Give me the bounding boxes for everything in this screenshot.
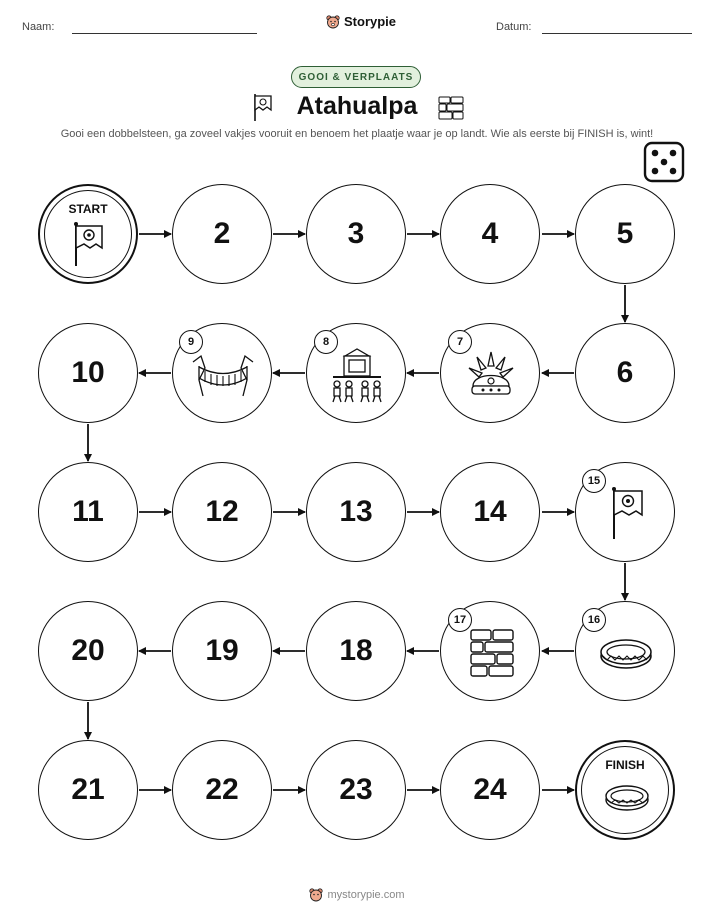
brand-name: Storypie — [344, 14, 397, 29]
cell-number: 10 — [71, 356, 105, 389]
cell-number-badge: 7 — [448, 330, 472, 354]
board-cell-4[interactable] — [440, 184, 540, 284]
cell-number: 23 — [339, 773, 373, 806]
board-cell-14[interactable] — [440, 462, 540, 562]
board-cell-6[interactable] — [575, 323, 675, 423]
board-cell-21[interactable] — [38, 740, 138, 840]
finish-label: FINISH — [605, 758, 645, 772]
board-cell-start[interactable] — [38, 184, 138, 284]
cell-number: 2 — [213, 217, 231, 250]
bear-mascot-icon — [309, 888, 323, 902]
cell-number: 22 — [205, 773, 239, 806]
cell-number: 18 — [339, 634, 373, 667]
board-cell-19[interactable] — [172, 601, 272, 701]
cell-number-badge: 16 — [582, 608, 606, 632]
board-cell-22[interactable] — [172, 740, 272, 840]
board-cell-11[interactable] — [38, 462, 138, 562]
footer — [0, 888, 714, 902]
cell-number: 24 — [473, 773, 507, 806]
board-cell-10[interactable] — [38, 323, 138, 423]
cell-number-badge: 9 — [179, 330, 203, 354]
board-cell-23[interactable] — [306, 740, 406, 840]
start-label: START — [68, 202, 108, 216]
rope-bridge-icon — [191, 350, 255, 400]
board-cell-2[interactable] — [172, 184, 272, 284]
board-cell-24[interactable] — [440, 740, 540, 840]
cell-number: 14 — [473, 495, 507, 528]
gold-bracelet-icon — [603, 782, 651, 814]
cell-number: 21 — [71, 773, 105, 806]
instructions: Gooi een dobbelsteen, ga zoveel vakjes vooruit en benoem het plaatje waar je op landt. Wie als eerste bij FINISH is, wint! — [60, 128, 654, 140]
cell-number: 12 — [205, 495, 239, 528]
board-cell-20[interactable] — [38, 601, 138, 701]
cell-number: 5 — [616, 217, 634, 250]
board-cell-18[interactable] — [306, 601, 406, 701]
cell-number-badge: 8 — [314, 330, 338, 354]
banner-flag-icon — [608, 485, 646, 541]
board-cell-5[interactable] — [575, 184, 675, 284]
cell-number: 13 — [339, 495, 373, 528]
banner-flag-icon — [70, 220, 106, 268]
board-cell-12[interactable] — [172, 462, 272, 562]
name-label: Naam: — [22, 21, 55, 33]
cell-number: 20 — [71, 634, 105, 667]
stone-wall-icon — [469, 628, 515, 678]
footer-site[interactable]: mystorypie.com — [327, 889, 405, 901]
litter-carriers-icon — [327, 346, 387, 404]
game-type-badge: GOOI & VERPLAATS — [291, 66, 421, 88]
cell-number: 6 — [616, 356, 634, 389]
cell-number: 19 — [205, 634, 239, 667]
board-cell-13[interactable] — [306, 462, 406, 562]
page-title: Atahualpa — [296, 92, 418, 120]
cell-number: 4 — [481, 217, 499, 250]
board-cell-3[interactable] — [306, 184, 406, 284]
cell-number: 11 — [72, 495, 104, 528]
cell-number-badge: 15 — [582, 469, 606, 493]
date-label: Datum: — [496, 21, 532, 33]
sun-crown-icon — [463, 346, 519, 402]
cell-number-badge: 17 — [448, 608, 472, 632]
gold-bracelet-icon — [598, 636, 654, 672]
board-cell-finish[interactable] — [575, 740, 675, 840]
cell-number: 3 — [347, 217, 365, 250]
